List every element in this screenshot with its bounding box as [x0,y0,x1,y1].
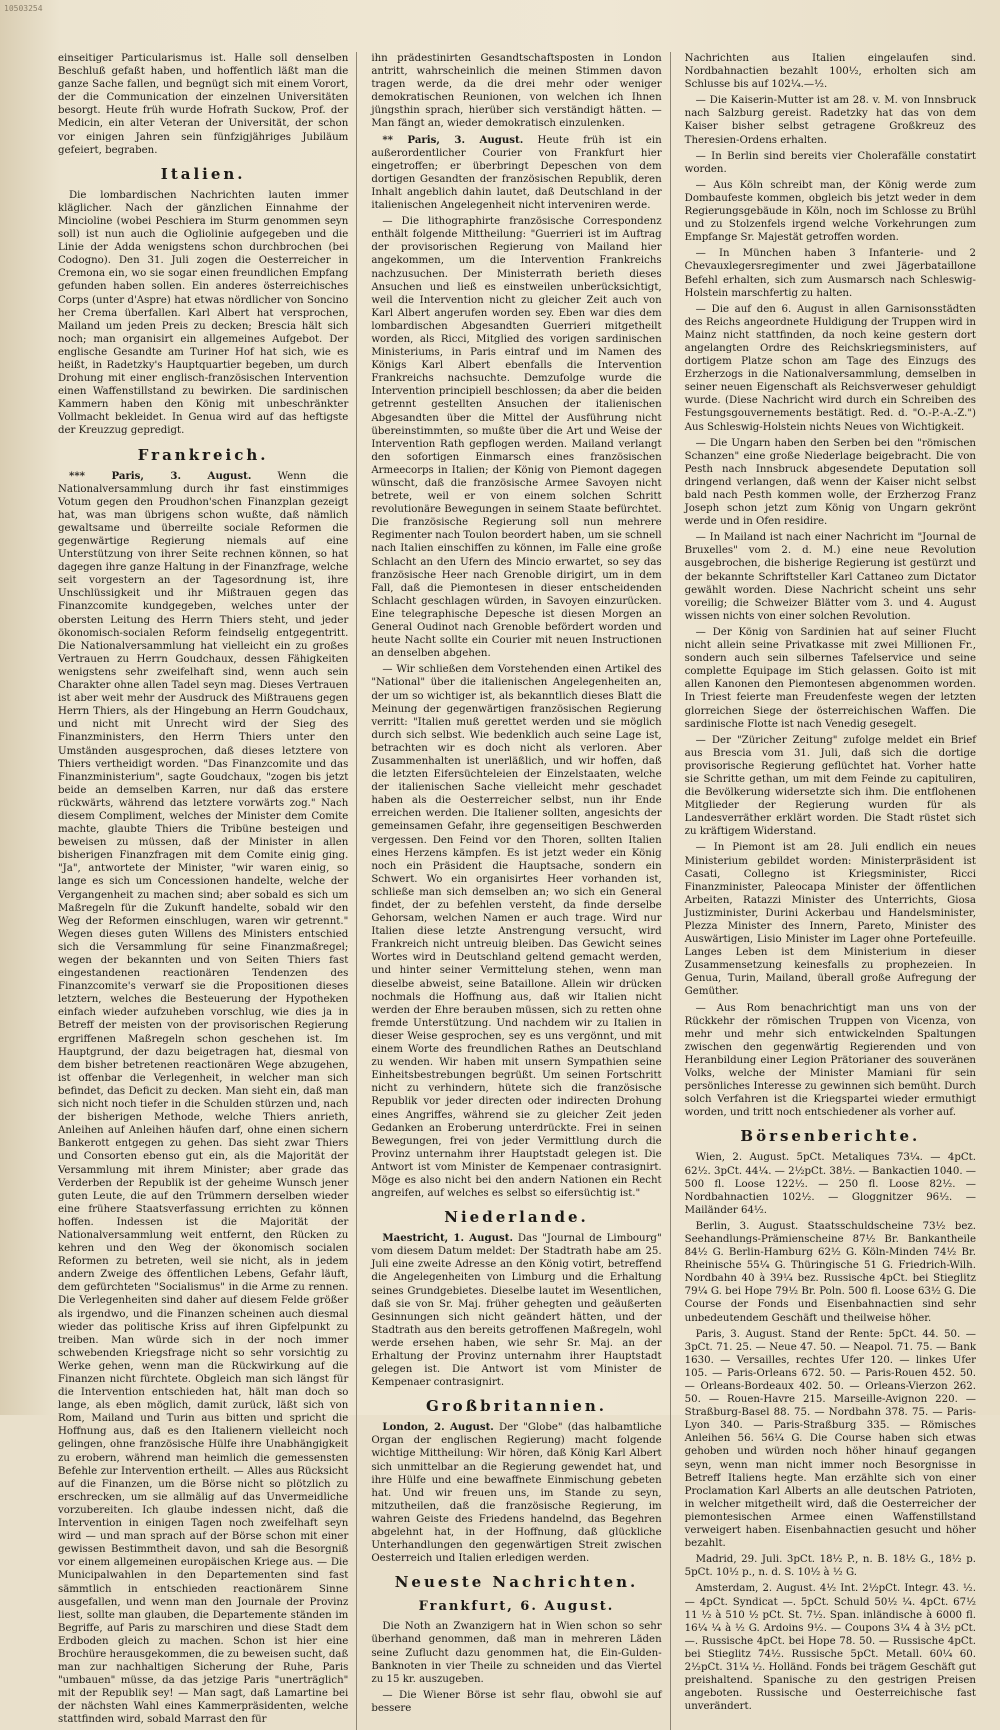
article-paragraph [371,1232,661,1389]
dateline-heading: Frankfurt, 6. August. [418,1599,615,1615]
dateline: *** Paris, 3. August. [69,469,252,482]
column-grid [58,52,984,1726]
article-paragraph: — Die Kaiserin-Mutter ist am 28. v. M. von Innsbruck nach Salzburg gereist. Radetzky hat das von dem Kaiser bisher selbst getragene Großkreuz des Theresien-Ordens erhalten. [684,95,976,146]
article-paragraph: — Wir schließen dem Vorstehenden einen Artikel des "National" über die italienischen Angelegenheiten an, der um so wichtiger ist, als bekanntlich dieses Blatt die Meinung der gegenwärtigen französischen Regierung verritt: "Italien muß gerettet werden und sie möglich durch sich selbst. Wie bedenklich auch seine Lage ist, betrachten wir es doch nicht als verloren. Aber Zusammenhalten ist unerläßlich, und wir hoffen, daß die letzten Eifersüchteleien der Einzelstaaten, welche der italienischen Sache vielleicht mehr geschadet haben als die Oesterreicher selbst, nun ihr Ende erreichen werden. Die Italiener sollten, angesichts der gemeinsamen Gefahr, ihre gegenseitigen Beschwerden vergessen. Den Feind vor den Thoren, sollten Italien eines Herzens kämpfen. Es ist jetzt weder ein König noch ein Präsident die Hauptsache, sondern ein Schwert. Wo ein organisirtes Heer vorhanden ist, schließe man sich demselben an; wo sich ein General findet, der zu befehlen versteht, da finde derselbe Gehorsam, welchen Namen er auch trage. Wird nur Italien diese letzte Anstrengung versucht, wird Frankreich nicht untreuig bleiben. Das Gewicht seines Wortes wird in Deutschland geltend gemacht werden, und hinter seiner Vermittelung stehen, wenn man dieselbe abweist, seine Bataillone. Allein wir drücken nochmals die Hoffnung aus, daß wir Italien nicht werden der Ehre berauben müssen, sich zu retten ohne fremde Unterstützung. Und nachdem wir zu Italien in dieser Weise gesprochen, sey es uns vergönnt, und mit einem Worte des freundlichen Rathes an Deutschland zu wenden. Wir haben mit unsern Sympathien seine Einheitsbestrebungen begrüßt. Um seinen Fortschritt nicht zu verhindern, hütete sich die französische Republik vor jeder directen oder indirecten Drohung eines Angriffes, während sie zu gleicher Zeit jeden Gedanken an Eroberung unterdrückte. Frei in seinen Bewegungen, frei von jeder Vermittlung durch die Provinz unternahm ihrer Hauptstadt gelegen ist. Die Antwort ist vom Minister de Kempenaer contrasignirt. Möge es also nicht bei den andern Nationen ein Recht angreifen, auf welches es selbst so eifersüchtig ist." [371,664,662,1200]
market-report: Berlin, 3. August. Staatsschuldscheine 73⅟₂ bez. Seehandlungs-Prämienscheine 87⅟₂ Br. Bankantheile 84⅟₂ G. Berlin-Hamburg 62⅟₂ G. Köln-Minden 74⅟₂ Br. Rheinische 55⅟₄ G. Thüringische 51 G. Friedrich-Wilh. Nordbahn 40 à 39⅟₄ bez. Russische 4pCt. bei Stieglitz 79⅟₄ G. bei Hope 79⅟₂ Br. Poln. 500 fl. Loose 63⅟₂ G. Die Course der Fonds und Eisenbahnactien sind sehr unbedeutendem Geschäft und theilweise höher. [684,1220,976,1324]
article-paragraph: — Der König von Sardinien hat auf seiner Flucht nicht allein seine Privatkasse mit zwei Millionen Fr., sondern auch sein silbernes Tafelservice und seine complette Equipage im Stich gelassen. Goito ist mit allen Kanonen den Piemontesen abgenommen worden. In Triest feierte man Freudenfeste wegen der letzten glorreichen Siege der österreichischen Waffen. Die sardinische Flotte ist nach Venedig gesegelt. [684,626,976,730]
article-paragraph: — In Piemont ist am 28. Juli endlich ein neues Ministerium gebildet worden: Ministerpräsident ist Casati, Collegno ist Kriegsminister, Ricci Finanzminister, Paleocapa Minister der öffentlichen Arbeiten, Ratazzi Minister des Unterrichts, Giosa Justizminister, Durini Ackerbau und Handelsminister, Plezza Minister des Innern, Pareto, Minister des Auswärtigen, Lisio Minister im Lager ohne Portefeuille. Langes Leben ist dem Ministerium in dieser Zusammensetzung keinesfalls zu prophezeien. In Genua, Turin, Mailand, überall große Aufregung der Gemüther. [684,842,976,998]
article-paragraph: Nachrichten aus Italien eingelaufen sind. Nordbahnactien bezahlt 100⅟₂, erholten sich am Schlusse bis auf 102⅟₄.—⅟₂. [684,53,976,91]
article-paragraph: — In München haben 3 Infanterie- und 2 Chevauxlegersregimenter und zwei Jägerbataillone Befehl erhalten, sich zum Ausmarsch nach Schleswig-Holstein marschfertig zu halten. [684,248,976,299]
section-heading-niederlande: Niederlande. [444,1208,589,1227]
article-text: Heute früh ist ein außerordentlicher Courier von Frankfurt hier eingetroffen; er überbringt Depeschen von dem dortigen Gesandten der französischen Republik, deren Inhalt angeblich dahin lautet, daß Deutschland in der italienischen Angelegenheit nicht interveniren werde. [371,134,662,212]
article-paragraph: — Die Ungarn haben den Serben bei den "römischen Schanzen" eine große Niederlage beigebracht. Die von Pesth nach Innsbruck abgesendete Deputation soll dringend verlangen, daß wenn der Kaiser nicht selbst bald nach Pesth kommen wolle, der Erzherzog Franz Joseph schon jetzt zum König von Ungarn gekrönt werde und in Ofen residire. [684,437,976,528]
article-paragraph: Die Noth an Zwanzigern hat in Wien schon so sehr überhand genommen, daß man in mehreren Läden seine Zuflucht dazu genommen hat, die Ein-Gulden-Banknoten in vier Theile zu schneiden und das Viertel zu 15 kr. auszugeben. [371,1621,662,1685]
market-report: Wien, 2. August. 5pCt. Metaliques 73⅟₄. — 4pCt. 62⅟₂. 3pCt. 44⅟₄. — 2½pCt. 38⅟₂. — Bankactien 1040. — 500 fl. Loose 122⅟₂. — 250 fl. Loose 82⅟₂. — Nordbahnactien 102⅟₂. — Gloggnitzer 96⅟₂. — Mailänder 64⅟₂. [684,1152,976,1216]
article-paragraph: — Die Wiener Börse ist sehr flau, obwohl sie auf bessere [371,1689,662,1714]
market-report: Madrid, 29. Juli. 3pCt. 18⅟₂ P., n. B. 18⅟₂ G., 18⅟₂ p. 5pCt. 10⅟₂ p., n. d. S. 10⅟₂ à ⅟₂ G. [684,1554,976,1579]
dateline: ** Paris, 3. August. [382,133,524,146]
article-paragraph [58,470,348,1727]
article-paragraph: — In Berlin sind bereits vier Cholerafälle constatirt worden. [684,150,976,175]
article-paragraph: — In Mailand ist nach einer Nachricht im "Journal de Bruxelles" vom 2. d. M.) eine neue Revolution ausgebrochen, die bisherige Regierung ist gestürzt und der bekannte Schriftsteller Karl Cattaneo zum Dictator gewählt worden. Diese Nachricht scheint uns sehr voreilig; die Schweizer Blätter vom 3. und 4. August wissen nichts von einer solchen Revolution. [684,532,976,622]
article-text: Wenn die Nationalversammlung durch ihr fast einstimmiges Votum gegen den Proudhon'schen Finanzplan gezeigt hat, was man übrigens schon wußte, daß nämlich gewaltsame und überreilte sociale Reformen die gegenwärtige Regierung niemals auf eine Unterstützung von ihrer Seite rechnen können, so hat dagegen ihre ganze Haltung in der Finanzfrage, welche seit vorgestern an der Tagesordnung ist, ihre Unschlüssigkeit und ihr Mißtrauen gegen das Finanzcomite kundgegeben, welches unter der obersten Leitung des Herrn Thiers steht, und jeder ökonomisch-socialen Reform feindselig entgegentritt. Die Nationalversammlung hat vielleicht ein zu großes Vertrauen zu Herrn Goudchaux, dessen Fähigkeiten wenigstens sehr zweifelhaft sind, wenn auch sein Charakter ohne allen Tadel seyn mag. Dieses Vertrauen ist aber weit mehr der Ausdruck des Mißtrauens gegen Herrn Thiers, als der Hingebung an Herrn Goudchaux, und nicht mit Unrecht wird der Sieg des Finanzministers, den Herrn Thiers unter den Umständen ausgesprochen, daß dieses letztere von Thiers vertheidigt worden. "Das Finanzcomite und das Finanzministerium", sagte Goudchaux, "zogen bis jetzt beide an demselben Karren, nur daß das erstere rückwärts, während das letztere vorwärts zog." Nach diesem Compliment, welches der Minister dem Comite machte, glaubte Thiers die Tribüne besteigen und beweisen zu müssen, daß der Minister in allen bisherigen Finanzfragen mit dem Comite einig ging. "Ja", antwortete der Minister, "wir waren einig, so lange es sich um Concessionen handelte, welche der Vergangenheit zu machen sind; aber sobald es sich um Maßregeln für die Zukunft handelte, sobald wir den Weg der Reformen einschlugen, waren wir getrennt." Wegen dieses guten Willens des Ministers entschied sich die Versammlung für seine Finanzmaßregel; wegen der bekannten und von Seiten Thiers fast eingestandenen reactionären Tendenzen des Finanzcomite's verwarf sie die Propositionen dieses letztern, welches die Besteuerung der Hypotheken einfach wieder aufzuheben vorschlug, wie dies ja in Betreff der meisten von der provisorischen Regierung ergriffenen Maßregeln schon geschehen ist. Im Hauptgrund, der dazu beigetragen hat, diesmal von dem bisher betretenen reactionären Wege abzugehen, ist offenbar die Verlegenheit, in welcher man sich befindet, das Deficit zu decken. Man sieht ein, daß man sich nicht noch tiefer in die Schulden stürzen und, nach der bisherigen Methode, welche Thiers anrieth, Anleihen auf Anleihen häufen darf, ohne einen sichern Bankerott entgegen zu gehen. Das sieht zwar Thiers und Consorten ebenso gut ein, als die Majorität der Versammlung mit ihrem Minister; aber grade das Verderben der Republik ist der geheime Wunsch jener guten Leute, die auf den Trümmern derselben wieder eine frühere Staatsverfassung errichten zu können hoffen. Indessen ist die Majorität der Nationalversammlung weit entfernt, den Rücken zu kehren und den Weg der ökonomisch socialen Reformen zu betreten, weil sie nicht, als in jedem andern Zweige des öffentlichen Lebens, Gefahr läuft, dem gefürchteten "Socialismus" in die Arme zu rennen. Die Verlegenheiten sind daher auf diesem Felde größer als irgendwo, und die Finanzen scheinen auch diesmal wieder das politische Kriss auf ihren Gipfelpunkt zu treiben. Man würde sich in der noch immer schwebenden Kriegsfrage nicht so sehr vorsichtig zu Werke gehen, wenn man die Rückwirkung auf die Finanzen nicht fürchtete. Obgleich man sich längst für die Intervention entschieden hat, hält man doch so lange, als eben möglich, damit zurück, läßt sich von Rom, Mailand und Turin aus bitten und spricht die Hoffnung aus, daß es den Italienern vielleicht noch gelingen, ohne französische Hülfe ihre Unabhängigkeit zu erobern, während man heimlich die gemessensten Befehle zur Intervention ertheilt. — Alles aus Rücksicht auf die Finanzen, um die Börse nicht so plötzlich zu erschrecken, um sie allmälig auf das Unvermeidliche vorzubereiten. Ich glaube indessen nicht, daß die Intervention in einigen Tagen noch zweifelhaft seyn wird — und man sprach auf der Börse schon mit einer gewissen Bestimmtheit davon, und sah die Besorgniß vor einem allgemeinen europäischen Kriege aus. — Die Municipalwahlen in den Departementen sind fast sämmtlich in entschieden reactionärem Sinne ausgefallen, und wenn man den Journale der Provinz liest, sollte man glauben, die Departemente ständen im Begriffe, auf Paris zu marschiren und diese Stadt dem Erdboden gleich zu machen. Schon ist hier eine Brochüre herausgekommen, die zu beweisen sucht, daß man zur nachhaltigen Sicherung der Ruhe, Paris "umbauen" müsse, da das jetzige Paris "unerträglich" mit der Republik sey! — Man sagt, daß Lamartine bei der nächsten Wahl eines Kammerpräsidenten, welche stattfinden wird, sobald Marrast den für [58,470,349,1726]
article-paragraph: einseitiger Particularismus ist. Halle soll denselben Beschluß gefaßt haben, und hoffentlich läßt man die ganze Sache fallen, und begnügt sich mit einem Vorort, der die Communication der einzelnen Universitäten besorgt. Heute früh wurde Hofrath Suckow, Prof. der Medicin, ein alter Veteran der Universität, der schon vor einigen Jahren sein fünfzigjähriges Jubiläum gefeiert, begraben. [58,53,349,156]
market-report: Paris, 3. August. Stand der Rente: 5pCt. 44. 50. — 3pCt. 71. 25. — Neue 47. 50. — Neapol. 71. 75. — Bank 1630. — Versailles, rechtes Ufer 120. — linkes Ufer 105. — Paris-Orleans 672. 50. — Paris-Rouen 452. 50. — Orleans-Bordeaux 402. 50. — Orleans-Vierzon 262. 50. — Rouen-Havre 215. Marseille-Avignon 220. — Straßburg-Basel 88. 75. — Nordbahn 378. 75. — Paris-Lyon 340. — Paris-Straßburg 335. — Römisches Anleihen 56. 56⅟₄ G. Die Course haben sich etwas gehoben und würden noch höher hinauf gegangen seyn, wenn man nicht immer noch Besorgnisse in Betreff Italiens hegte. Man erzählte sich von einer Proclamation Karl Alberts an alle deutschen Patrioten, in welcher mitgetheilt wird, daß die Oesterreicher der piemontesischen Armee einen Waffenstillstand verweigert haben. Eisenbahnactien gesucht und höher bezahlt. [684,1328,976,1550]
article-paragraph: — Die lithographirte französische Correspondenz enthält folgende Mittheilung: "Guerrieri ist im Auftrag der provisorischen Regierung von Mailand hier angekommen, um die Intervention Frankreichs nachzusuchen. Der Ministerrath berieth dieses Ansuchen und ließ es einstweilen unberücksichtigt, weil die Intervention nicht zu gleicher Zeit auch von Karl Albert angerufen worden sey. Eben war dies dem lombardischen Abgesandten Guerrieri mitgetheilt worden, als Ricci, Mitglied des vorigen sardinischen Ministeriums, in Paris eintraf und im Namen des Königs Karl Albert ebenfalls die Intervention Frankreichs nachsuchte. Demzufolge wurde die Intervention principiell beschlossen; da aber die beiden getrennt gestellten Ansuchen der italienischen Abgesandten über die Mittel der Ausführung nicht übereinstimmten, so mußte über die Art und Weise der Intervention Rath gepflogen werden. Mailand verlangt den sofortigen Einmarsch eines französischen Armeecorps in Italien; der König von Piemont dagegen wünscht, daß die französische Armee Savoyen nicht betrete, weil er von einem solchen Schritt revolutionäre Bewegungen in seinem Staate befürchtet. Die französische Regierung soll nun mehrere Regimenter nach Toulon beordert haben, um sie schnell nach Italien einschiffen zu können, im Falle eine große Schlacht an den Ufern des Mincio erwartet, so sey das französische Heer nach Grenoble dirigirt, um in dem Fall, daß die Piemontesen in dieser entscheidenden Schlacht geschlagen würden, in Savoyen einzurücken. Eine telegraphische Depesche ist diesen Morgen an General Oudinot nach Grenoble befördert worden und heute Nacht sollte ein Courier mit neuen Instructionen an denselben abgehen. [371,216,662,660]
article-paragraph: Die lombardischen Nachrichten lauten immer kläglicher. Nach der gänzlichen Einnahme der Mincioline (wobei Peschiera im Sturm genommen seyn soll) ist nun auch die Ogliolinie aufgegeben und die Linie der Adda wenigstens schon durchbrochen (bei Codogno). Den 31. Juli zogen die Oesterreicher in Cremona ein, wo sie sogar einen freundlichen Empfang gefunden haben sollen. Ein anderes österreichisches Corps (unter d'Aspre) hat etwas nördlicher von Soncino her Crema überfallen. Karl Albert hat versprochen, Mailand um jeden Preis zu decken; Brescia hält sich noch; man organisirt ein allgemeines Aufgebot. Der englische Gesandte am Turiner Hof hat sich, wie es heißt, in Radetzky's Hauptquartier begeben, um durch Drohung mit einer englisch-französischen Intervention einen Waffenstillstand zu bewirken. Die sardinischen Kammern haben den König mit unbeschränkter Vollmacht bekleidet. In Genua wird auf das heftigste der Kreuzzug gepredigt. [58,189,349,437]
column-middle [371,52,670,1730]
archive-number: 10503254 [4,4,43,13]
article-paragraph: — Aus Köln schreibt man, der König werde zum Dombaufeste kommen, obgleich bis jetzt weder in dem Regierungsgebäude in Köln, noch im Schlosse zu Brühl und zu Stolzenfels irgend welche Vorkehrungen zum Empfange Sr. Majestät getroffen worden. [684,179,976,244]
section-heading-boersenberichte: Börsenberichte. [740,1127,921,1146]
article-paragraph: — Der "Züricher Zeitung" zufolge meldet ein Brief aus Brescia vom 31. Juli, daß sich die dortige provisorische Regierung geflüchtet hat. Vorher hatte sie Schritte gethan, um mit dem Feinde zu capituliren, die Bevölkerung widersetzte sich ihm. Die entflohenen Mitglieder der Regierung wurden für als Landesverräther erklärt worden. Die Stadt rüstet sich zu kräftigem Widerstand. [684,734,976,838]
article-paragraph: — Aus Rom benachrichtigt man uns von der Rückkehr der römischen Truppen von Vicenza, von mehr und mehr sich entwickelnden Spaltungen zwischen den gegenwärtig Regierenden und von Heranbildung einer Legion Prätorianer des souveränen Volks, welche der Minister Mamiani für sein persönliches Interesse zu gewinnen sich bemüht. Durch solch Verfahren ist die Kriegspartei wieder ermuthigt worden, und tritt noch entschiedener als vorher auf. [684,1002,976,1119]
section-heading-italien: Italien. [160,164,246,183]
article-paragraph [371,134,661,213]
dateline: Maestricht, 1. August. [382,1232,514,1245]
article-text: Der "Globe" (das halbamtliche Organ der englischen Regierung) macht folgende wichtige Mittheilung: Wir hören, daß König Karl Albert sich unmittelbar an die Regierung gewendet hat, und ihre Hülfe und eine bewaffnete Einmischung gebeten hat. Und wir freuen uns, im Stande zu seyn, mitzutheilen, daß die französische Regierung, im wahren Geiste des Friedens handelnd, das Begehren abgelehnt hat, in der Hoffnung, daß glückliche Unterhandlungen den gegenwärtigen Streit zwischen Oesterreich und Italien erledigen werden. [371,1422,662,1565]
article-paragraph: ihn prädestinirten Gesandtschaftsposten in London antritt, wahrscheinlich die meinen Stimmen davon tragen werde, da die drei mehr oder weniger demokratischen Reunionen, von welchen ich Ihnen jüngsthin sprach, hierüber sich verständigt hätten. — Man fängt an, wieder demokratisch einzulenken. [371,53,662,130]
article-text: Das "Journal de Limbourg" vom diesem Datum meldet: Der Stadtrath habe am 25. Juli eine zweite Adresse an den König votirt, betreffend die Angelegenheiten von Limburg und die Erhaltung seines Grundgebietes. Dieselbe lautet im Wesentlichen, daß sie von Sr. Maj. früher gehegten und geäußerten Gesinnungen sich nicht geändert hätten, und der Stadtrath aus den bereits getroffenen Maßregeln, wohl werde ersehen haben, wie sehr Sr. Maj. an der Erhaltung der Provinz unternahm ihrer Hauptstadt gelegen ist. Die Antwort ist vom Minister de Kempenaer contrasignirt. [371,1233,662,1389]
section-heading-grossbritannien: Großbritannien. [425,1397,608,1416]
dateline: London, 2. August. [382,1421,494,1434]
article-paragraph [371,1421,661,1565]
section-heading-frankreich: Frankreich. [137,445,269,464]
article-paragraph: — Die auf den 6. August in allen Garnisonsstädten des Reichs angeordnete Huldigung der Truppen wird in Mainz nicht stattfinden, da noch keine gestern dort angelangten Ordre des Reichskriegsministers, auf dortigem Platze schon am Tage des Einzugs des Erzherzogs in die Nationalversammlung, demselben in seiner neuen Eigenschaft als Reichsverweser gehuldigt wurde. (Diese Nachricht wird durch ein Schreiben des Festungsgouvernements bestätigt. Red. d. "O.-P.-A.-Z.") Aus Schleswig-Holstein nichts Neues von Wichtigkeit. [684,303,976,433]
column-right [685,52,984,1730]
section-heading-neueste-nachrichten: Neueste Nachrichten. [394,1573,639,1592]
column-left [58,52,357,1730]
market-report: Amsterdam, 2. August. 4⅟₂ Int. 2½pCt. Integr. 43. ⅟₂. — 4pCt. Syndicat —. 5pCt. Schuld 50⅟₂ ⅟₄. 4pCt. 67⅟₂ 11 ⅟₂ à 510 ⅟₂ pCt. St. 7⅟₂. Span. inländische à 6000 fl. 16⅟₄ ⅟₄ à ⅟₂ G. Ardoins 9⅟₂. — Coupons 3⅟₄ 4 à 3⅟₂ pCt. —. Russische 4pCt. bei Hope 78. 50. — Russische 4pCt. bei Stieglitz 74⅟₂. Russische 5pCt. Metall. 60⅟₄ 60. 2⅟₂pCt. 31⅟₄ ⅟₂. Holländ. Fonds bei trägem Geschäft gut preishaltend. Spanische zu den gestrigen Preisen angeboten. Russische und Oesterreichische fast unverändert. [684,1583,976,1713]
